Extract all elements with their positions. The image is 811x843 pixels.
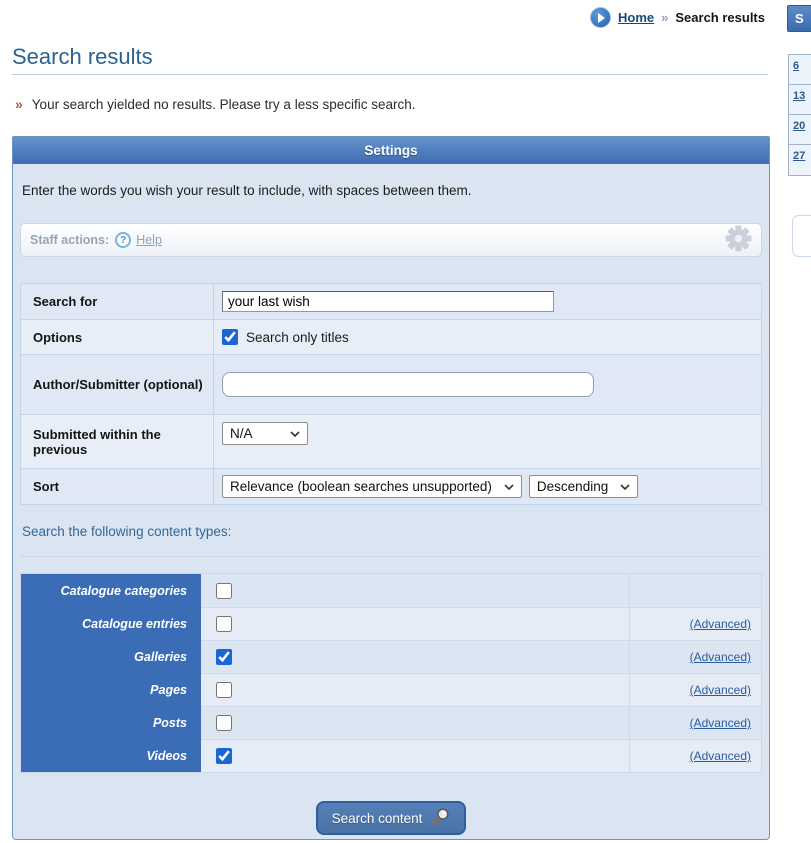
calendar-day-link[interactable]: 20 xyxy=(793,120,806,132)
staff-actions-label: Staff actions: xyxy=(30,233,110,247)
content-type-label: Posts xyxy=(21,706,201,739)
calendar-column xyxy=(788,54,811,176)
title-divider xyxy=(12,74,768,75)
calendar-cell xyxy=(789,85,811,115)
content-type-row-galleries xyxy=(21,640,761,673)
calendar-header-partial: S xyxy=(787,5,811,32)
breadcrumb-current: Search results xyxy=(675,10,765,25)
sort-direction-select[interactable] xyxy=(529,475,638,498)
calendar-day-link[interactable]: 13 xyxy=(793,90,806,102)
content-type-advanced-cell xyxy=(629,574,761,607)
calendar-day-link[interactable]: 6 xyxy=(793,60,800,72)
no-results-notice xyxy=(15,96,416,112)
search-for-label: Search for xyxy=(33,294,98,309)
staff-actions-bar xyxy=(20,223,762,257)
play-circle-icon xyxy=(590,7,611,28)
content-type-row-pages xyxy=(21,673,761,706)
author-label: Author/Submitter (optional) xyxy=(33,377,203,392)
settings-panel-header: Settings xyxy=(13,137,769,164)
content-type-checkbox-posts[interactable] xyxy=(216,715,232,731)
content-type-label: Galleries xyxy=(21,640,201,673)
content-type-row-posts xyxy=(21,706,761,739)
content-type-label: Pages xyxy=(21,673,201,706)
search-only-titles-label[interactable]: Search only titles xyxy=(246,329,349,345)
settings-panel xyxy=(12,136,770,840)
form-row-submitted-within xyxy=(21,414,761,468)
search-settings-form xyxy=(20,283,762,505)
submitted-within-selected-value: N/A xyxy=(230,426,253,441)
advanced-link-galleries[interactable]: (Advanced) xyxy=(689,650,751,664)
form-row-options xyxy=(21,319,761,354)
submitted-within-label: Submitted within the previous xyxy=(33,426,161,457)
gear-icon xyxy=(725,225,752,255)
notice-marker-icon: » xyxy=(15,96,23,112)
help-link[interactable]: Help xyxy=(136,233,162,247)
sidebar-box-partial xyxy=(792,215,811,257)
breadcrumb-separator: » xyxy=(661,10,669,25)
search-content-button[interactable] xyxy=(316,801,467,835)
search-content-button-label: Search content xyxy=(331,810,423,826)
calendar-day-link[interactable]: 27 xyxy=(793,150,806,162)
calendar-cell xyxy=(789,145,811,175)
options-label: Options xyxy=(33,329,83,345)
settings-intro-text: Enter the words you wish your result to include, with spaces between them. xyxy=(22,183,472,198)
sort-label: Sort xyxy=(33,479,59,494)
question-circle-icon: ? xyxy=(115,232,131,248)
content-type-checkbox-pages[interactable] xyxy=(216,682,232,698)
search-for-input[interactable] xyxy=(222,291,554,312)
advanced-link-posts[interactable]: (Advanced) xyxy=(689,716,751,730)
calendar-cell xyxy=(789,115,811,145)
sort-direction-selected-value: Descending xyxy=(536,479,609,494)
content-type-label: Videos xyxy=(21,739,201,772)
notice-text: Your search yielded no results. Please try a less specific search. xyxy=(31,97,416,112)
form-row-sort xyxy=(21,468,761,504)
advanced-link-pages[interactable]: (Advanced) xyxy=(689,683,751,697)
submitted-within-select[interactable] xyxy=(222,422,308,445)
author-input[interactable] xyxy=(222,372,594,397)
sort-field-select[interactable] xyxy=(222,475,522,498)
content-type-label: Catalogue categories xyxy=(21,574,201,607)
content-types-heading: Search the following content types: xyxy=(22,524,232,539)
submit-row xyxy=(13,801,769,835)
content-types-divider xyxy=(20,556,762,557)
form-row-search-for xyxy=(21,284,761,319)
content-type-checkbox-galleries[interactable] xyxy=(216,649,232,665)
breadcrumb-home-link[interactable]: Home xyxy=(618,10,655,25)
sort-field-selected-value: Relevance (boolean searches unsupported) xyxy=(230,479,492,494)
content-type-checkbox-videos[interactable] xyxy=(216,748,232,764)
content-type-label: Catalogue entries xyxy=(21,607,201,640)
content-type-row-catalogue-categories xyxy=(21,574,761,607)
content-type-checkbox-catalogue-categories[interactable] xyxy=(216,583,232,599)
content-types-table xyxy=(20,573,762,773)
search-only-titles-checkbox[interactable] xyxy=(222,329,238,345)
advanced-link-videos[interactable]: (Advanced) xyxy=(689,749,751,763)
calendar-cell xyxy=(789,55,811,85)
advanced-link-catalogue-entries[interactable]: (Advanced) xyxy=(689,617,751,631)
form-row-author xyxy=(21,354,761,414)
content-type-row-catalogue-entries xyxy=(21,607,761,640)
content-type-checkbox-catalogue-entries[interactable] xyxy=(216,616,232,632)
page-title: Search results xyxy=(12,44,153,69)
magnifier-icon xyxy=(431,808,450,828)
breadcrumb xyxy=(590,7,765,28)
content-type-row-videos xyxy=(21,739,761,772)
